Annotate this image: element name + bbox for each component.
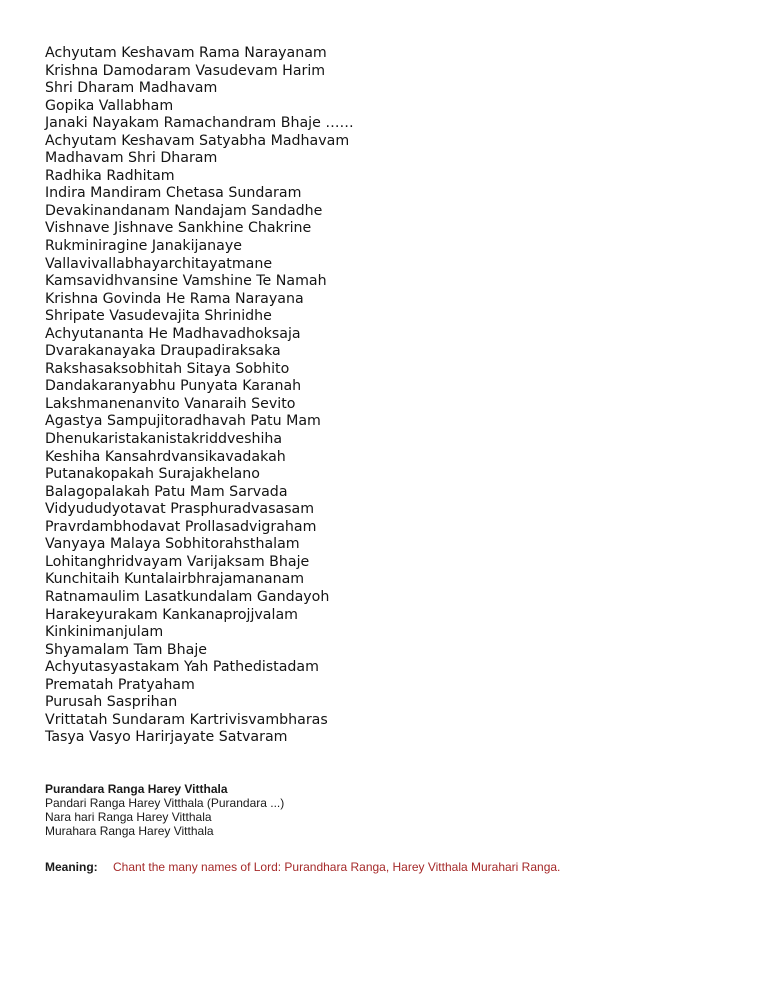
verse-line: Kamsavidhvansine Vamshine Te Namah <box>45 273 327 290</box>
verse-line: Achyutasyastakam Yah Pathedistadam <box>45 659 319 676</box>
verse-line: Shripate Vasudevajita Shrinidhe <box>45 308 272 325</box>
meaning-block <box>45 860 560 875</box>
verse-line: Tasya Vasyo Harirjayate Satvaram <box>45 729 288 746</box>
verse-line: Prematah Pratyaham <box>45 676 195 693</box>
refrain-block <box>45 782 284 838</box>
verse-line: Krishna Damodaram Vasudevam Harim <box>45 62 326 79</box>
refrain-line: Murahara Ranga Harey Vitthala <box>45 824 214 838</box>
verse-line: Devakinandanam Nandajam Sandadhe <box>45 202 323 219</box>
verse-line: Indira Mandiram Chetasa Sundaram <box>45 185 302 202</box>
verse-line: Kunchitaih Kuntalairbhrajamananam <box>45 571 305 588</box>
refrain-title: Purandara Ranga Harey Vitthala <box>45 782 228 796</box>
verse-line: Vishnave Jishnave Sankhine Chakrine <box>45 220 312 237</box>
meaning-text: Chant the many names of Lord: Purandhara Ranga, Harey Vitthala Murahari Ranga. <box>113 860 561 874</box>
verse-line: Achyutam Keshavam Rama Narayanam <box>45 45 327 61</box>
verse-line: Pravrdambhodavat Prollasadvigraham <box>45 518 317 535</box>
refrain-line: Pandari Ranga Harey Vitthala (Purandara ...) <box>45 796 285 810</box>
verse-line: Vidyududyotavat Prasphuradvasasam <box>45 501 315 518</box>
verse-line: Lohitanghridvayam Varijaksam Bhaje <box>45 553 310 570</box>
verse-line: Krishna Govinda He Rama Narayana <box>45 290 304 307</box>
verse-line: Vallavivallabhayarchitayatmane <box>45 255 273 272</box>
verse-line: Dandakaranyabhu Punyata Karanah <box>45 378 302 395</box>
verse-line: Achyutam Keshavam Satyabha Madhavam <box>45 132 350 149</box>
verse-line: Vrittatah Sundaram Kartrivisvambharas <box>45 711 328 728</box>
verse-line: Rakshasaksobhitah Sitaya Sobhito <box>45 360 290 377</box>
verse-line: Agastya Sampujitoradhavah Patu Mam <box>45 413 321 430</box>
verse-line: Keshiha Kansahrdvansikavadakah <box>45 448 286 465</box>
verse-line: Purusah Sasprihan <box>45 694 178 711</box>
verse-line: Harakeyurakam Kankanaprojjvalam <box>45 606 298 623</box>
verse-line: Achyutananta He Madhavadhoksaja <box>45 325 301 342</box>
refrain-line: Nara hari Ranga Harey Vitthala <box>45 810 212 824</box>
verse-line: Vanyaya Malaya Sobhitorahsthalam <box>45 536 300 553</box>
verse-list <box>45 45 354 747</box>
meaning-label: Meaning: <box>45 860 98 874</box>
verse-line: Kinkinimanjulam <box>45 624 164 641</box>
verse-line: Putanakopakah Surajakhelano <box>45 466 260 483</box>
verse-line: Ratnamaulim Lasatkundalam Gandayoh <box>45 588 330 605</box>
verse-line: Madhavam Shri Dharam <box>45 150 218 167</box>
verse-line: Balagopalakah Patu Mam Sarvada <box>45 483 288 500</box>
verse-line: Gopika Vallabham <box>45 97 174 114</box>
verse-line: Shri Dharam Madhavam <box>45 80 218 97</box>
verse-line: Rukminiragine Janakijanaye <box>45 238 242 255</box>
verse-line: Lakshmanenanvito Vanaraih Sevito <box>45 395 296 412</box>
verse-line: Dhenukaristakanistakriddveshiha <box>45 431 283 448</box>
verse-line: Shyamalam Tam Bhaje <box>45 641 207 658</box>
verse-line: Dvarakanayaka Draupadiraksaka <box>45 343 281 360</box>
verse-line: Janaki Nayakam Ramachandram Bhaje …… <box>45 115 354 132</box>
verse-line: Radhika Radhitam <box>45 167 175 184</box>
